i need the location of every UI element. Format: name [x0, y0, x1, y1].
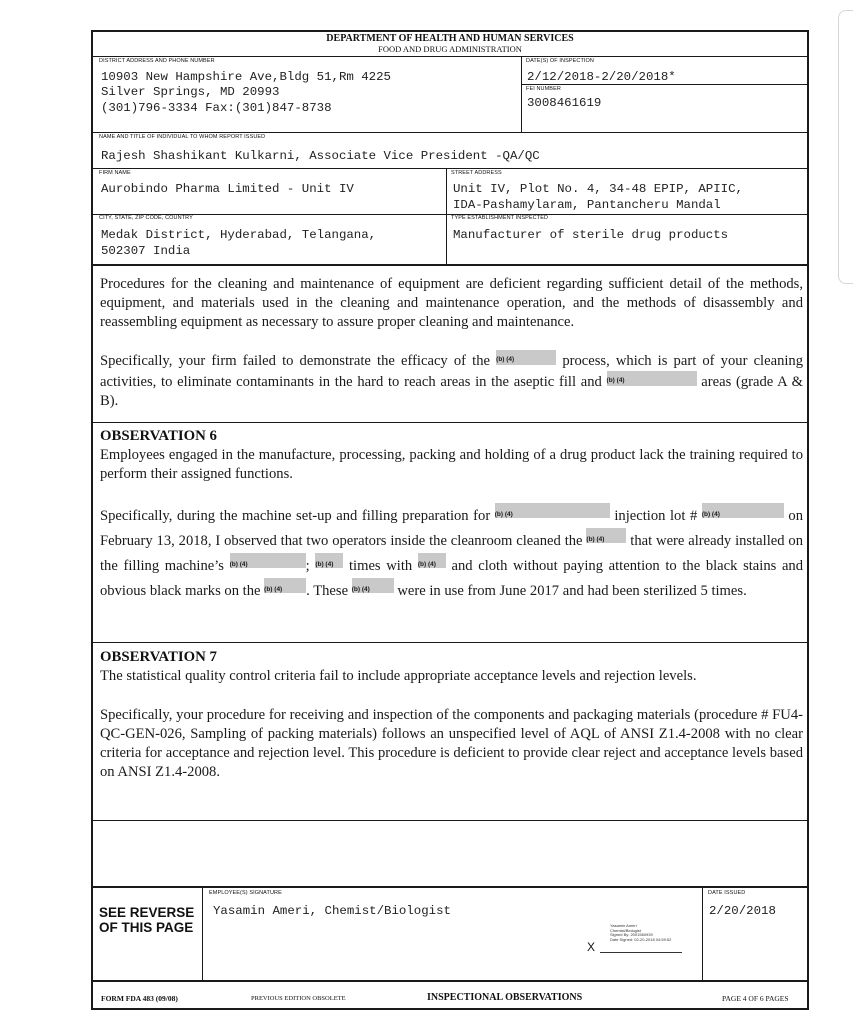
redaction-box: (b) (4): [315, 553, 343, 568]
observation-6-paragraph-1: Employees engaged in the manufacture, processing, packing and holding of a drug product lack the training required to perform their assigned functions.: [100, 447, 803, 482]
subagency-name: FOOD AND DRUG ADMINISTRATION: [378, 44, 522, 54]
prev-obs-paragraph-1: Procedures for the cleaning and maintenance of equipment are deficient regarding sufficient detail of the methods, equipment, and materials used in the cleaning and maintenance operation, and the methods of disassembly and reassembling equipment as necessary to assure proper cleaning and maintenance.: [100, 276, 803, 330]
fei-number: 3008461619: [527, 96, 602, 110]
footer-title: INSPECTIONAL OBSERVATIONS: [427, 992, 583, 1003]
district-line1: 10903 New Hampshire Ave,Bldg 51,Rm 4225: [101, 70, 391, 84]
signature-x-mark: X: [587, 940, 596, 954]
scrollbar[interactable]: [838, 10, 853, 284]
signature-details: Yasamin Ameri Chemist/Biologist Signed By: 2001560939 Date Signed: 02-20-2018 04:59:52: [610, 923, 672, 942]
agency-name: DEPARTMENT OF HEALTH AND HUMAN SERVICES: [326, 33, 574, 44]
redaction-box: (b) (4): [230, 553, 306, 568]
firm-label: FIRM NAME: [99, 170, 131, 176]
observation-6-title: OBSERVATION 6: [100, 428, 217, 444]
redaction-box: (b) (4): [702, 503, 784, 518]
redaction-box: (b) (4): [496, 350, 556, 365]
street-line2: IDA-Pashamylaram, Pantancheru Mandal: [453, 198, 721, 212]
firm-name: Aurobindo Pharma Limited - Unit IV: [101, 182, 354, 196]
electronic-signature: [582, 902, 694, 954]
employee-name: Yasamin Ameri, Chemist/Biologist: [213, 904, 451, 918]
agency-header: [93, 34, 807, 54]
street-label: STREET ADDRESS: [451, 170, 502, 176]
redaction-box: (b) (4): [264, 578, 306, 593]
signature-line: [600, 952, 682, 953]
previous-edition-note: PREVIOUS EDITION OBSOLETE: [251, 995, 346, 1002]
form-number: FORM FDA 483 (09/08): [101, 994, 178, 1003]
observation-6-paragraph-2: Specifically, during the machine set-up and filling preparation for $^{(b) (4)}$ injection lot # $^{(b) (4)}$ on February 13, 2018, I observed that two operators inside the cleanroom cleaned the $^{(b) (4)}$ that were already installed on the filling machine’s $^{(b) (4)}$ ; $^{(b) (4)}$ times with $^{(b) (4)}$ and cloth without paying attention to the black stains and obvious black marks on the $^{(b) (4)}$ . These $^{(b) (4)}$ were in use from June 2017 and had been sterilized 5 times.: [100, 503, 803, 603]
establishment-label: TYPE ESTABLISHMENT INSPECTED: [451, 215, 549, 221]
see-reverse-note: SEE REVERSE OF THIS PAGE: [99, 905, 195, 935]
inspection-dates: 2/12/2018-2/20/2018*: [527, 70, 676, 84]
district-line3: (301)796-3334 Fax:(301)847-8738: [101, 101, 332, 115]
establishment-type: Manufacturer of sterile drug products: [453, 228, 729, 242]
city-label: CITY, STATE, ZIP CODE, COUNTRY: [99, 215, 193, 221]
redaction-box: (b) (4): [352, 578, 394, 593]
recipient-label: NAME AND TITLE OF INDIVIDUAL TO WHOM REPORT ISSUED: [99, 134, 266, 140]
district-line2: Silver Springs, MD 20993: [101, 85, 280, 99]
page-number: PAGE 4 OF 6 PAGES: [722, 994, 789, 1003]
redaction-box: (b) (4): [607, 371, 697, 386]
observation-7-paragraph-2: Specifically, your procedure for receiving and inspection of the components and packaging materials (procedure # FU4-QC-GEN-026, Sampling of packing materials) follows an unspecified level of AQL of ANSI Z1.4-2008 with no clear criteria for acceptance and rejection level. This procedure is deficient to provide clear reject and acceptance levels based on ANSI Z1.4-2008.: [100, 707, 803, 780]
observation-7-paragraph-1: The statistical quality control criteria fail to include appropriate acceptance levels and rejection levels.: [100, 668, 697, 684]
street-line1: Unit IV, Plot No. 4, 34-48 EPIP, APIIC,: [453, 182, 743, 196]
inspection-dates-label: DATE(S) OF INSPECTION: [526, 58, 595, 64]
fda-483-form: [91, 30, 809, 1010]
district-label: DISTRICT ADDRESS AND PHONE NUMBER: [99, 58, 215, 64]
prev-obs-paragraph-2: Specifically, your firm failed to demonstrate the efficacy of the $^{(b) (4)}$ process, which is part of your cleaning activities, to eliminate contaminants in the hard to reach areas in the aseptic fill and $^{(b) (4)}$ areas (grade A & B).: [100, 350, 803, 411]
redaction-box: (b) (4): [418, 553, 446, 568]
city-line2: 502307 India: [101, 244, 191, 258]
city-line1: Medak District, Hyderabad, Telangana,: [101, 228, 377, 242]
observation-7-title: OBSERVATION 7: [100, 649, 217, 665]
date-issued: 2/20/2018: [709, 904, 776, 918]
employee-signature-label: EMPLOYEE(S) SIGNATURE: [209, 890, 282, 896]
redaction-box: (b) (4): [586, 528, 626, 543]
recipient-name: Rajesh Shashikant Kulkarni, Associate Vice President -QA/QC: [101, 149, 540, 163]
redaction-box: (b) (4): [495, 503, 610, 518]
date-issued-label: DATE ISSUED: [708, 890, 746, 896]
fei-label: FEI NUMBER: [526, 86, 561, 92]
